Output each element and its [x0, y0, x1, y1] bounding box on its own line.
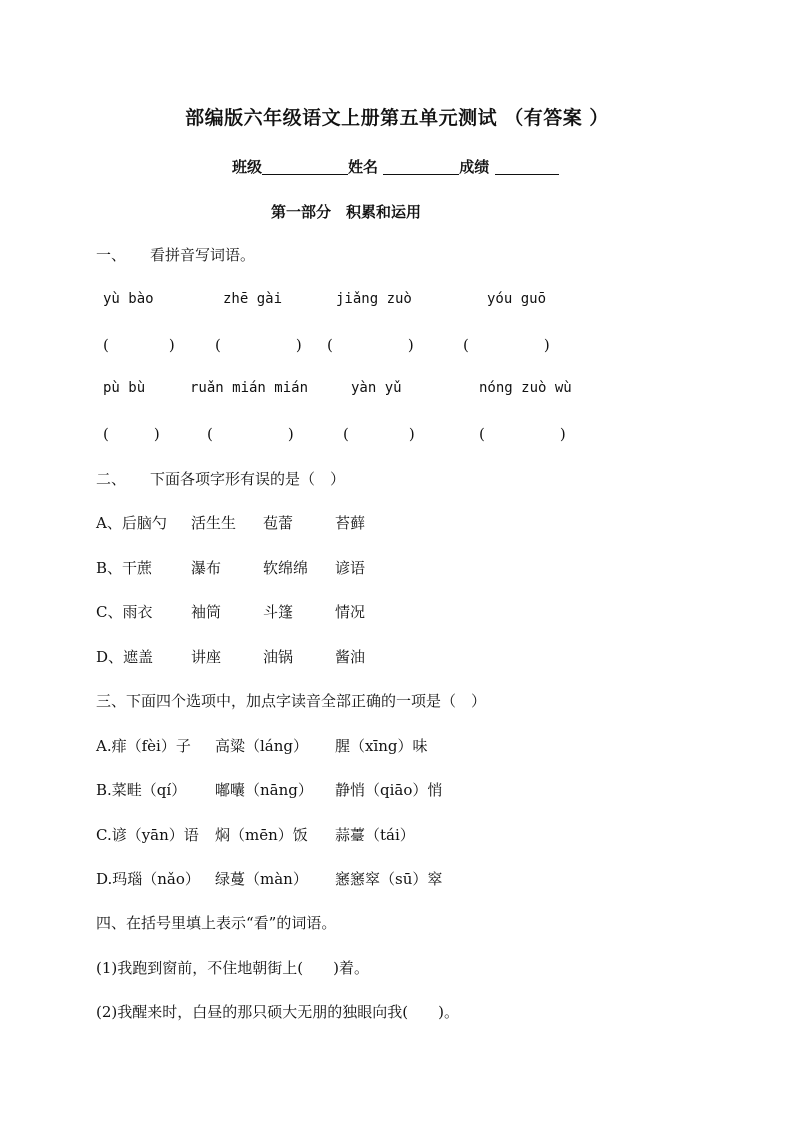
- answer-paren-6[interactable]: ( ): [207, 425, 294, 443]
- part-title: 第一部分 积累和运用: [271, 203, 422, 221]
- q2-option-a-2: 活生生: [191, 514, 237, 532]
- pinyin-3: jiǎng zuò: [336, 291, 412, 307]
- q2-option-c-4: 情况: [335, 603, 366, 621]
- answer-paren-3[interactable]: ( ): [327, 336, 414, 354]
- pinyin-2: zhē gài: [223, 291, 283, 307]
- q3-option-c-3: 蒜薹（tái）: [335, 826, 415, 844]
- page-title: 部编版六年级语文上册第五单元测试 （有答案 ）: [185, 107, 609, 129]
- q3-option-b-1: B.菜畦（qí）: [96, 781, 187, 799]
- q3-option-d-2: 绿蔓（màn）: [215, 870, 308, 888]
- class-label: 班级: [232, 158, 263, 176]
- q3-option-b-3: 静悄（qiāo）悄: [335, 781, 443, 799]
- pinyin-7: yàn yǔ: [351, 380, 402, 396]
- q2-option-a-4: 苔藓: [335, 514, 366, 532]
- q2-option-a-3: 苞蕾: [263, 514, 294, 532]
- q2-option-c-1: C、雨衣: [96, 603, 153, 621]
- q2-option-c-3: 斗篷: [263, 603, 294, 621]
- name-blank[interactable]: [383, 158, 459, 175]
- q1-text: 看拼音写词语。: [150, 246, 256, 264]
- answer-paren-1[interactable]: ( ): [103, 336, 175, 354]
- q2-option-b-4: 谚语: [335, 559, 366, 577]
- q3-option-a-3: 腥（xīng）味: [335, 737, 428, 755]
- pinyin-8: nóng zuò wù: [479, 380, 572, 396]
- q4-item-1: (1)我跑到窗前，不住地朝街上( )着。: [96, 959, 369, 977]
- q2-option-b-1: B、干蔗: [96, 559, 153, 577]
- q2-option-d-2: 讲座: [191, 648, 222, 666]
- score-blank[interactable]: [495, 158, 559, 175]
- q2-option-a-1: A、后脑勺: [96, 514, 167, 532]
- name-label: 姓名: [348, 158, 379, 176]
- answer-paren-7[interactable]: ( ): [343, 425, 415, 443]
- q3-option-b-2: 嘟囔（nāng）: [215, 781, 313, 799]
- q2-option-d-1: D、遮盖: [96, 648, 154, 666]
- pinyin-1: yù bào: [103, 291, 154, 307]
- pinyin-4: yóu guō: [487, 291, 547, 307]
- answer-paren-2[interactable]: ( ): [215, 336, 302, 354]
- q3-option-a-2: 高粱（láng）: [215, 737, 309, 755]
- q3-option-a-1: A.痱（fèi）子: [96, 737, 191, 755]
- answer-paren-5[interactable]: ( ): [103, 425, 160, 443]
- q3-option-c-1: C.谚（yān）语: [96, 826, 199, 844]
- q3-text: 三、下面四个选项中，加点字读音全部正确的一项是（ ）: [96, 692, 487, 710]
- q2-number: 二、: [96, 470, 127, 488]
- answer-paren-4[interactable]: ( ): [463, 336, 550, 354]
- class-blank[interactable]: [262, 158, 348, 175]
- q3-option-d-1: D.玛瑙（nǎo）: [96, 870, 200, 888]
- q4-item-2: (2)我醒来时，白昼的那只硕大无朋的独眼向我( )。: [96, 1003, 459, 1021]
- q3-option-d-3: 窸窸窣（sū）窣: [335, 870, 443, 888]
- q2-option-d-3: 油锅: [263, 648, 294, 666]
- answer-paren-8[interactable]: ( ): [479, 425, 566, 443]
- pinyin-5: pù bù: [103, 380, 146, 396]
- q4-text: 四、在括号里填上表示“看”的词语。: [96, 914, 337, 932]
- q2-option-b-3: 软绵绵: [263, 559, 309, 577]
- q2-text: 下面各项字形有误的是（ ）: [150, 470, 346, 488]
- pinyin-6: ruǎn mián mián: [190, 380, 309, 396]
- q1-number: 一、: [96, 246, 127, 264]
- q2-option-d-4: 酱油: [335, 648, 366, 666]
- score-label: 成绩: [459, 158, 490, 176]
- q2-option-b-2: 瀑布: [191, 559, 222, 577]
- student-info-line: [232, 156, 559, 177]
- q3-option-c-2: 焖（mēn）饭: [215, 826, 308, 844]
- q2-option-c-2: 袖筒: [191, 603, 222, 621]
